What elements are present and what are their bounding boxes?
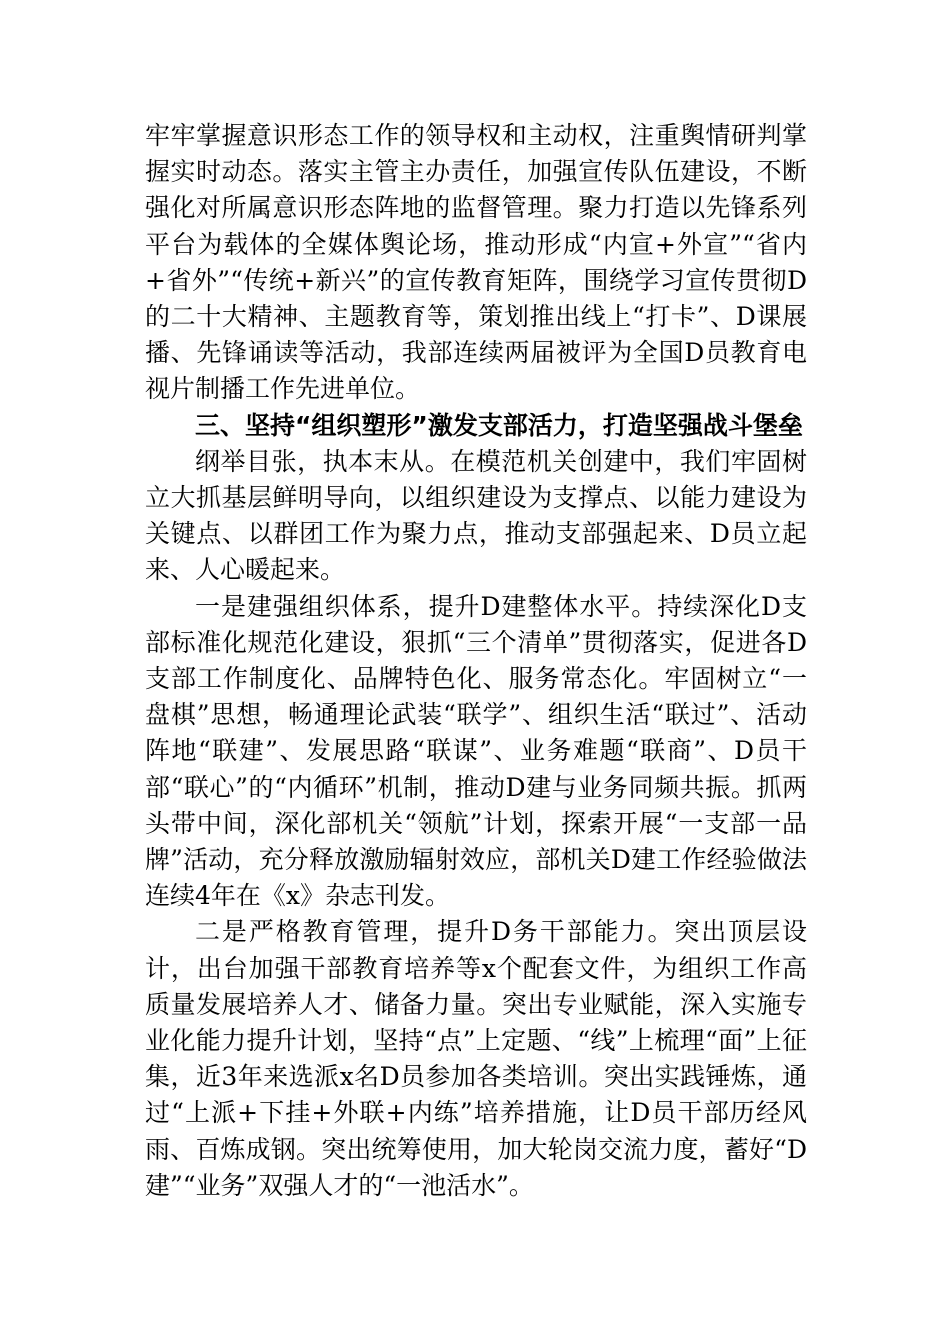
paragraph-continuation: 牢牢掌握意识形态工作的领导权和主动权，注重舆情研判掌握实时动态。落实主管主办责任，加强宣传队伍建设，不断强化对所属意识形态阵地的监督管理。聚力打造以先锋系列平台为载体的全媒体舆论场，推动形成“内宣+外宣”“省内+省外”“传统+新兴”的宣传教育矩阵，围绕学习宣传贯彻D的二十大精神、主题教育等，策划推出线上“打卡”、D课展播、先锋诵读等活动，我部连续两届被评为全国D员教育电视片制播工作先进单位。: [145, 121, 807, 404]
section-heading: 三、坚持“组织塑形”激发支部活力，打造坚强战斗堡垒: [195, 410, 803, 440]
paragraph-intro: 纲举目张，执本末从。在模范机关创建中，我们牢固树立大抓基层鲜明导向，以组织建设为支撑点、以能力建设为关键点、以群团工作为聚力点，推动支部强起来、D员立起来、人心暖起来。: [145, 446, 807, 585]
paragraph-organization-system: 一是建强组织体系，提升D建整体水平。持续深化D支部标准化规范化建设，狠抓“三个清单”贯彻落实，促进各D支部工作制度化、品牌特色化、服务常态化。牢固树立“一盘棋”思想，畅通理论武装“联学”、组织生活“联过”、活动阵地“联建”、发展思路“联谋”、业务难题“联商”、D员干部“联心”的“内循环”机制，推动D建与业务同频共振。抓两头带中间，深化部机关“领航”计划，探索开展“一支部一品牌”活动，充分释放激励辐射效应，部机关D建工作经验做法连续4年在《x》杂志刊发。: [145, 591, 807, 911]
paragraph-education-management: 二是严格教育管理，提升D务干部能力。突出顶层设计，出台加强干部教育培养等x个配套文件，为组织工作高质量发展培养人才、储备力量。突出专业赋能，深入实施专业化能力提升计划，坚持“点”上定题、“线”上梳理“面”上征集，近3年来选派x名D员参加各类培训。突出实践锤炼，通过“上派+下挂+外联+内练”培养措施，让D员干部历经风雨、百炼成钢。突出统筹使用，加大轮岗交流力度，蓄好“D建”“业务”双强人才的“一池活水”。: [145, 917, 807, 1200]
document-page: [145, 118, 807, 1204]
